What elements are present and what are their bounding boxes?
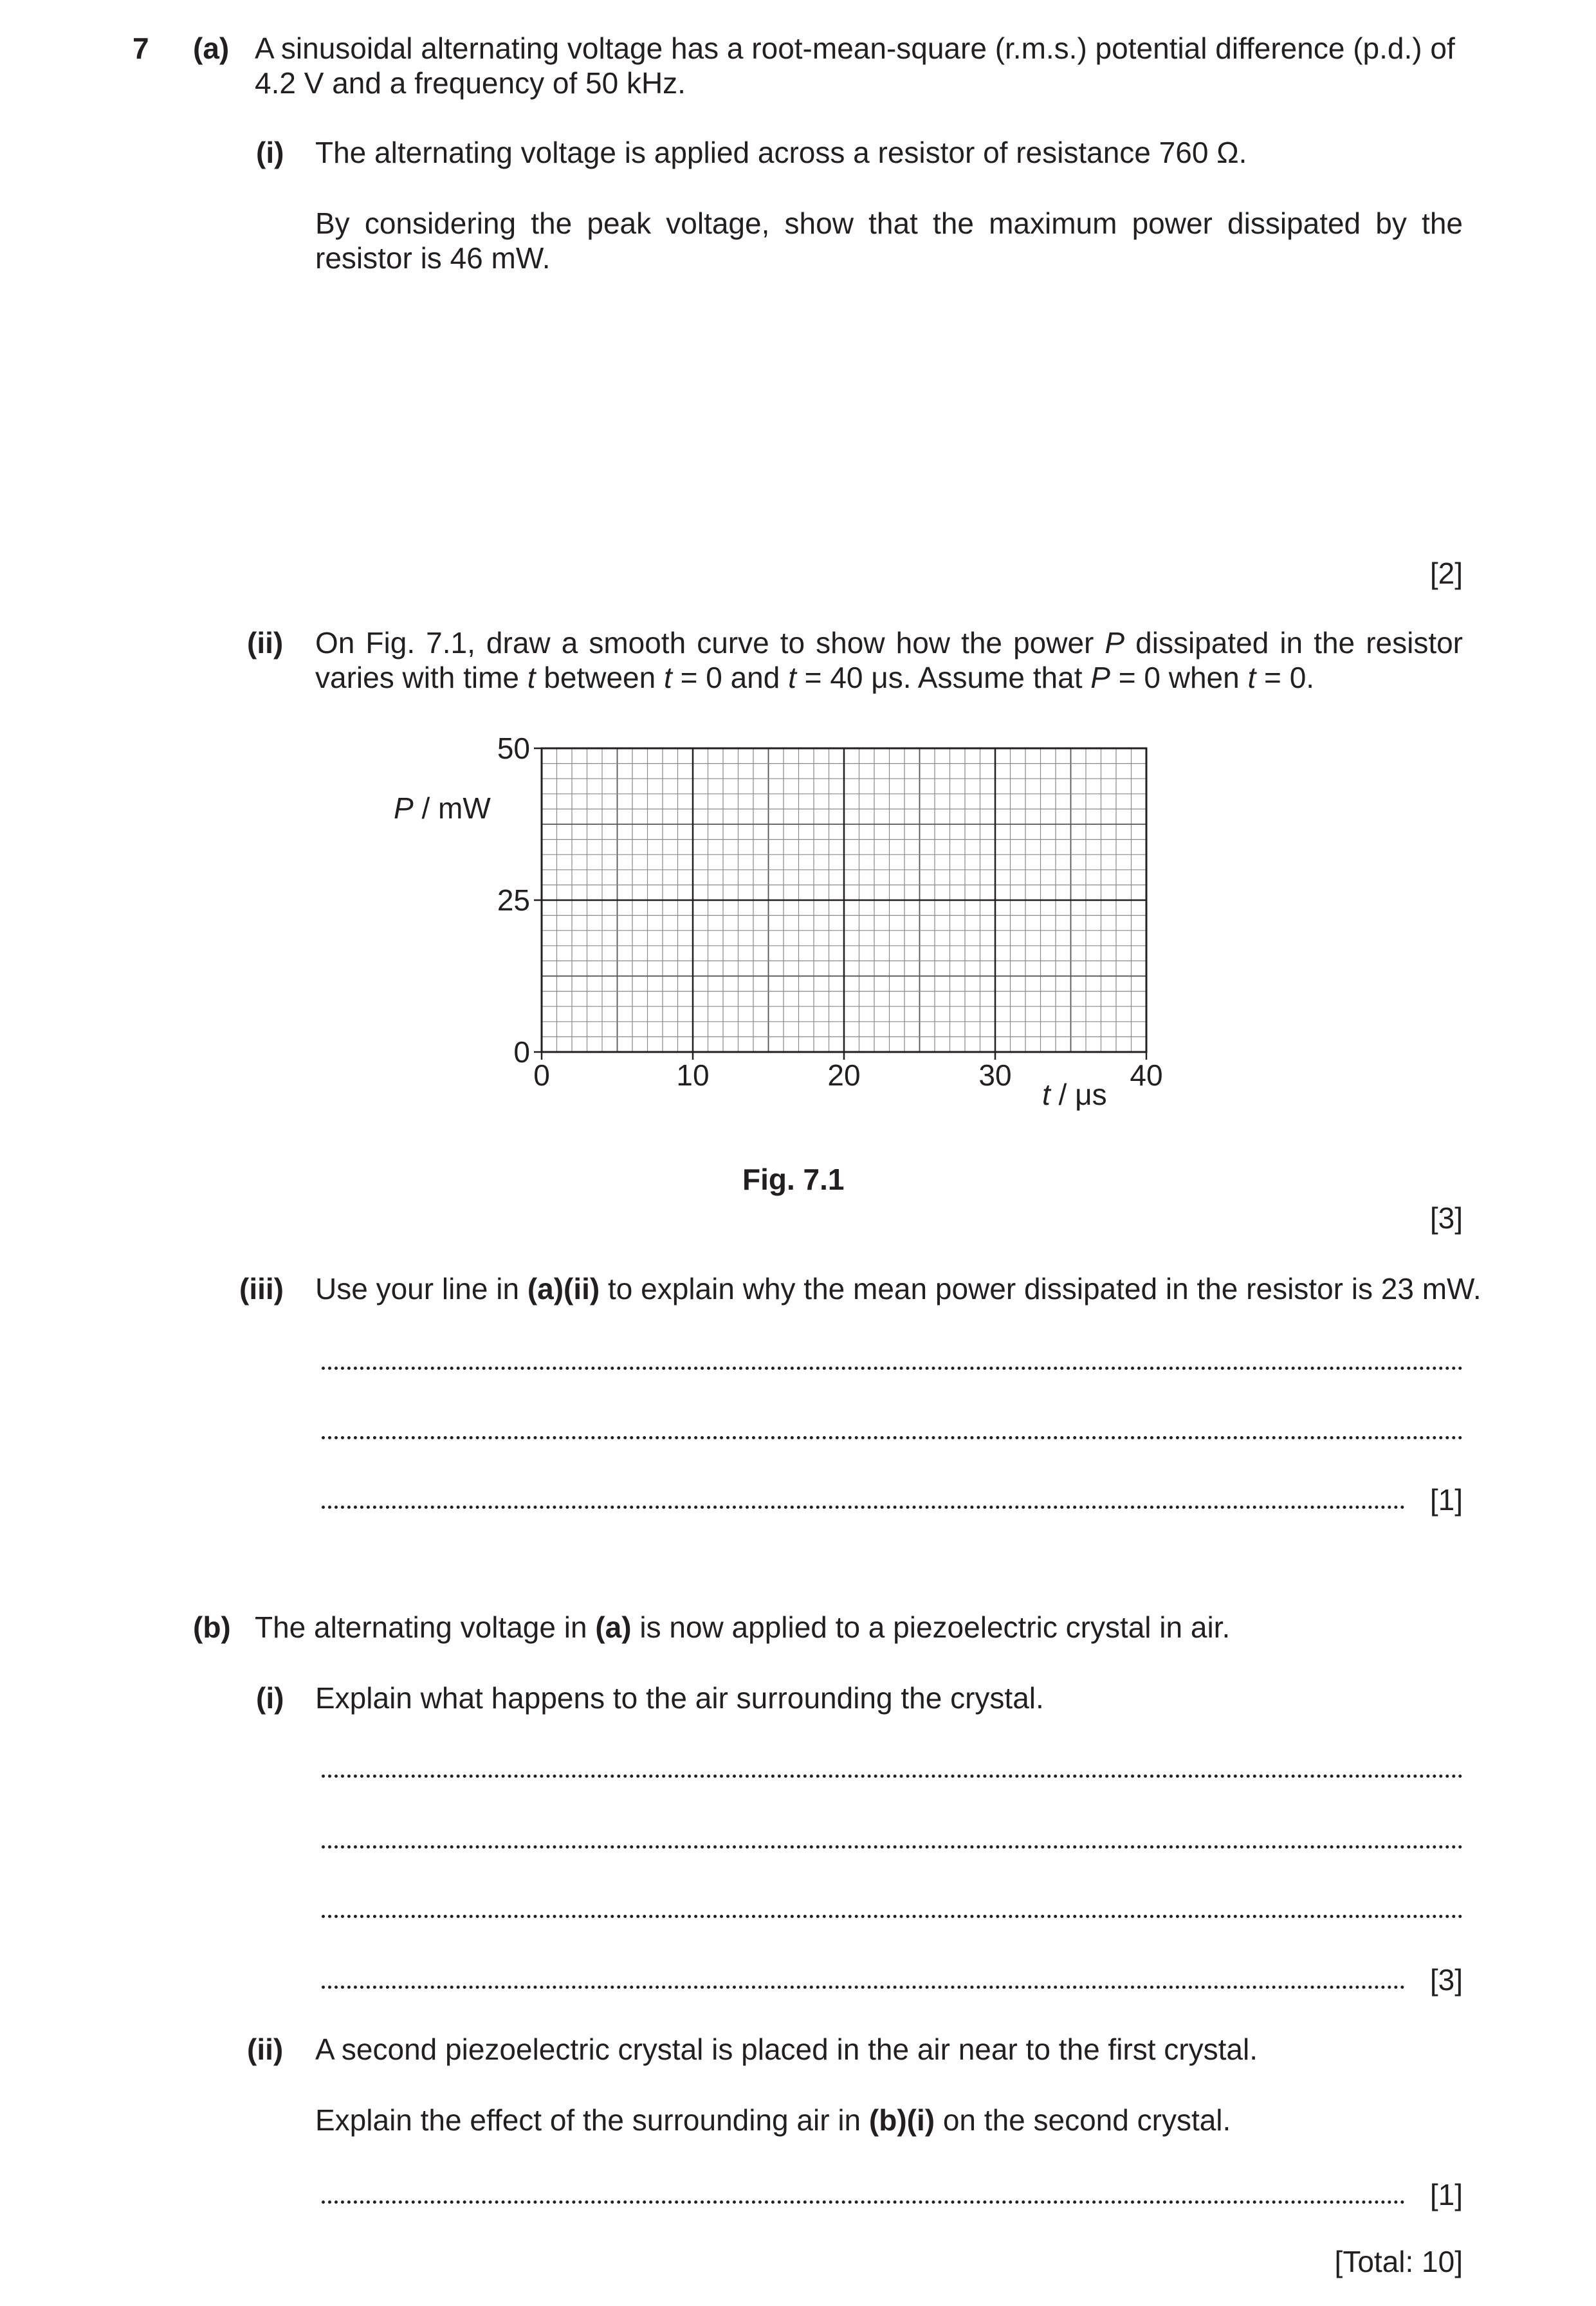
part-a-i-line1: The alternating voltage is applied across a resistor of resistance 760 Ω.: [315, 136, 1247, 169]
part-b-ii-line1: A second piezoelectric crystal is placed in the air near to the first crystal.: [315, 2033, 1258, 2066]
text: The alternating voltage in: [255, 1610, 596, 1644]
x-tick-label: 10: [676, 1058, 710, 1092]
part-b-ii-label: (ii): [247, 2033, 284, 2066]
part-a-iii-marks: [1]: [1429, 1483, 1463, 1517]
part-a-i-label: (i): [256, 136, 284, 169]
x-tick-label: 40: [1130, 1058, 1163, 1092]
answer-line[interactable]: [322, 1436, 1463, 1439]
part-a-ii-marks: [3]: [1429, 1201, 1463, 1235]
y-axis-var: P: [394, 791, 414, 825]
part-a-ii-line1-a: On Fig. 7.1, draw a smooth curve to show how the power: [315, 626, 1105, 660]
x-tick-label: 20: [827, 1058, 861, 1092]
var-p: P: [1105, 626, 1125, 660]
part-a-ii-label: (ii): [247, 626, 284, 660]
part-a-i-line3: resistor is 46 mW.: [315, 241, 551, 275]
part-b-stem: [255, 1610, 1230, 1645]
text: = 0 and: [672, 661, 789, 694]
part-b-i-line1: Explain what happens to the air surrounding the crystal.: [315, 1681, 1044, 1715]
text: between: [535, 661, 665, 694]
x-tick-label: 0: [533, 1058, 550, 1092]
part-a-ii-line1: [315, 625, 1463, 660]
x-axis-unit: / μs: [1050, 1078, 1107, 1111]
var-t: t: [527, 661, 536, 694]
y-tick-label: 25: [497, 883, 530, 917]
answer-line[interactable]: [322, 1986, 1405, 1989]
part-b-i-label: (i): [256, 1681, 284, 1715]
text: to explain why the mean power dissipated in the resistor is 23 mW.: [600, 1272, 1481, 1305]
part-b-ii-line2: [315, 2103, 1231, 2137]
y-tick-label: 50: [497, 732, 530, 765]
part-a-iii-line1: [315, 1271, 1481, 1306]
part-a-i-line2: By considering the peak voltage, show that the maximum power dissipated by the: [315, 207, 1463, 240]
part-b-ii-marks: [1]: [1429, 2178, 1463, 2211]
ref: (b)(i): [868, 2103, 935, 2137]
answer-line[interactable]: [322, 2200, 1405, 2204]
x-axis-label: [1042, 1078, 1107, 1111]
y-tick-label: 0: [513, 1035, 530, 1069]
var-t: t: [1247, 661, 1256, 694]
var-p: P: [1090, 661, 1110, 694]
question-number: 7: [133, 32, 149, 65]
answer-line[interactable]: [322, 1367, 1463, 1370]
part-a-stem-line2: 4.2 V and a frequency of 50 kHz.: [255, 66, 686, 100]
text: Use your line in: [315, 1272, 527, 1305]
text: = 0 when: [1110, 661, 1248, 694]
part-a-stem-line1: A sinusoidal alternating voltage has a root-mean-square (r.m.s.) potential difference (p.d.) of: [255, 32, 1455, 65]
text: on the second crystal.: [935, 2103, 1231, 2137]
part-a-label: (a): [193, 32, 230, 65]
x-axis-var: t: [1042, 1078, 1050, 1111]
y-axis-label: [394, 791, 491, 825]
answer-line[interactable]: [322, 1506, 1405, 1509]
ref: (a)(ii): [527, 1272, 600, 1305]
var-t: t: [664, 661, 672, 694]
part-a-ii-line1-b: dissipated in the resistor: [1124, 626, 1463, 660]
answer-line[interactable]: [322, 1915, 1463, 1918]
answer-line[interactable]: [322, 1775, 1463, 1778]
part-a-i-marks: [2]: [1429, 557, 1463, 590]
axis-ticks: [534, 748, 1146, 1060]
text: varies with time: [315, 661, 527, 694]
part-a-ii-line2: [315, 660, 1314, 695]
text: Explain the effect of the surrounding air in: [315, 2103, 869, 2137]
tick-labels: [497, 732, 1163, 1092]
var-t: t: [788, 661, 796, 694]
figure-caption: Fig. 7.1: [742, 1163, 845, 1196]
part-a-iii-label: (iii): [239, 1272, 284, 1305]
fig-7-1-graph: [360, 727, 1197, 1139]
part-b-label: (b): [193, 1610, 231, 1644]
total-marks: [Total: 10]: [1334, 2245, 1463, 2278]
text: = 40 μs. Assume that: [796, 661, 1091, 694]
x-tick-label: 30: [978, 1058, 1012, 1092]
ref: (a): [595, 1610, 632, 1644]
y-axis-unit: / mW: [413, 791, 491, 825]
text: = 0.: [1256, 661, 1315, 694]
answer-line[interactable]: [322, 1845, 1463, 1849]
part-b-i-marks: [3]: [1429, 1963, 1463, 1997]
text: is now applied to a piezoelectric crystal in air.: [631, 1610, 1231, 1644]
